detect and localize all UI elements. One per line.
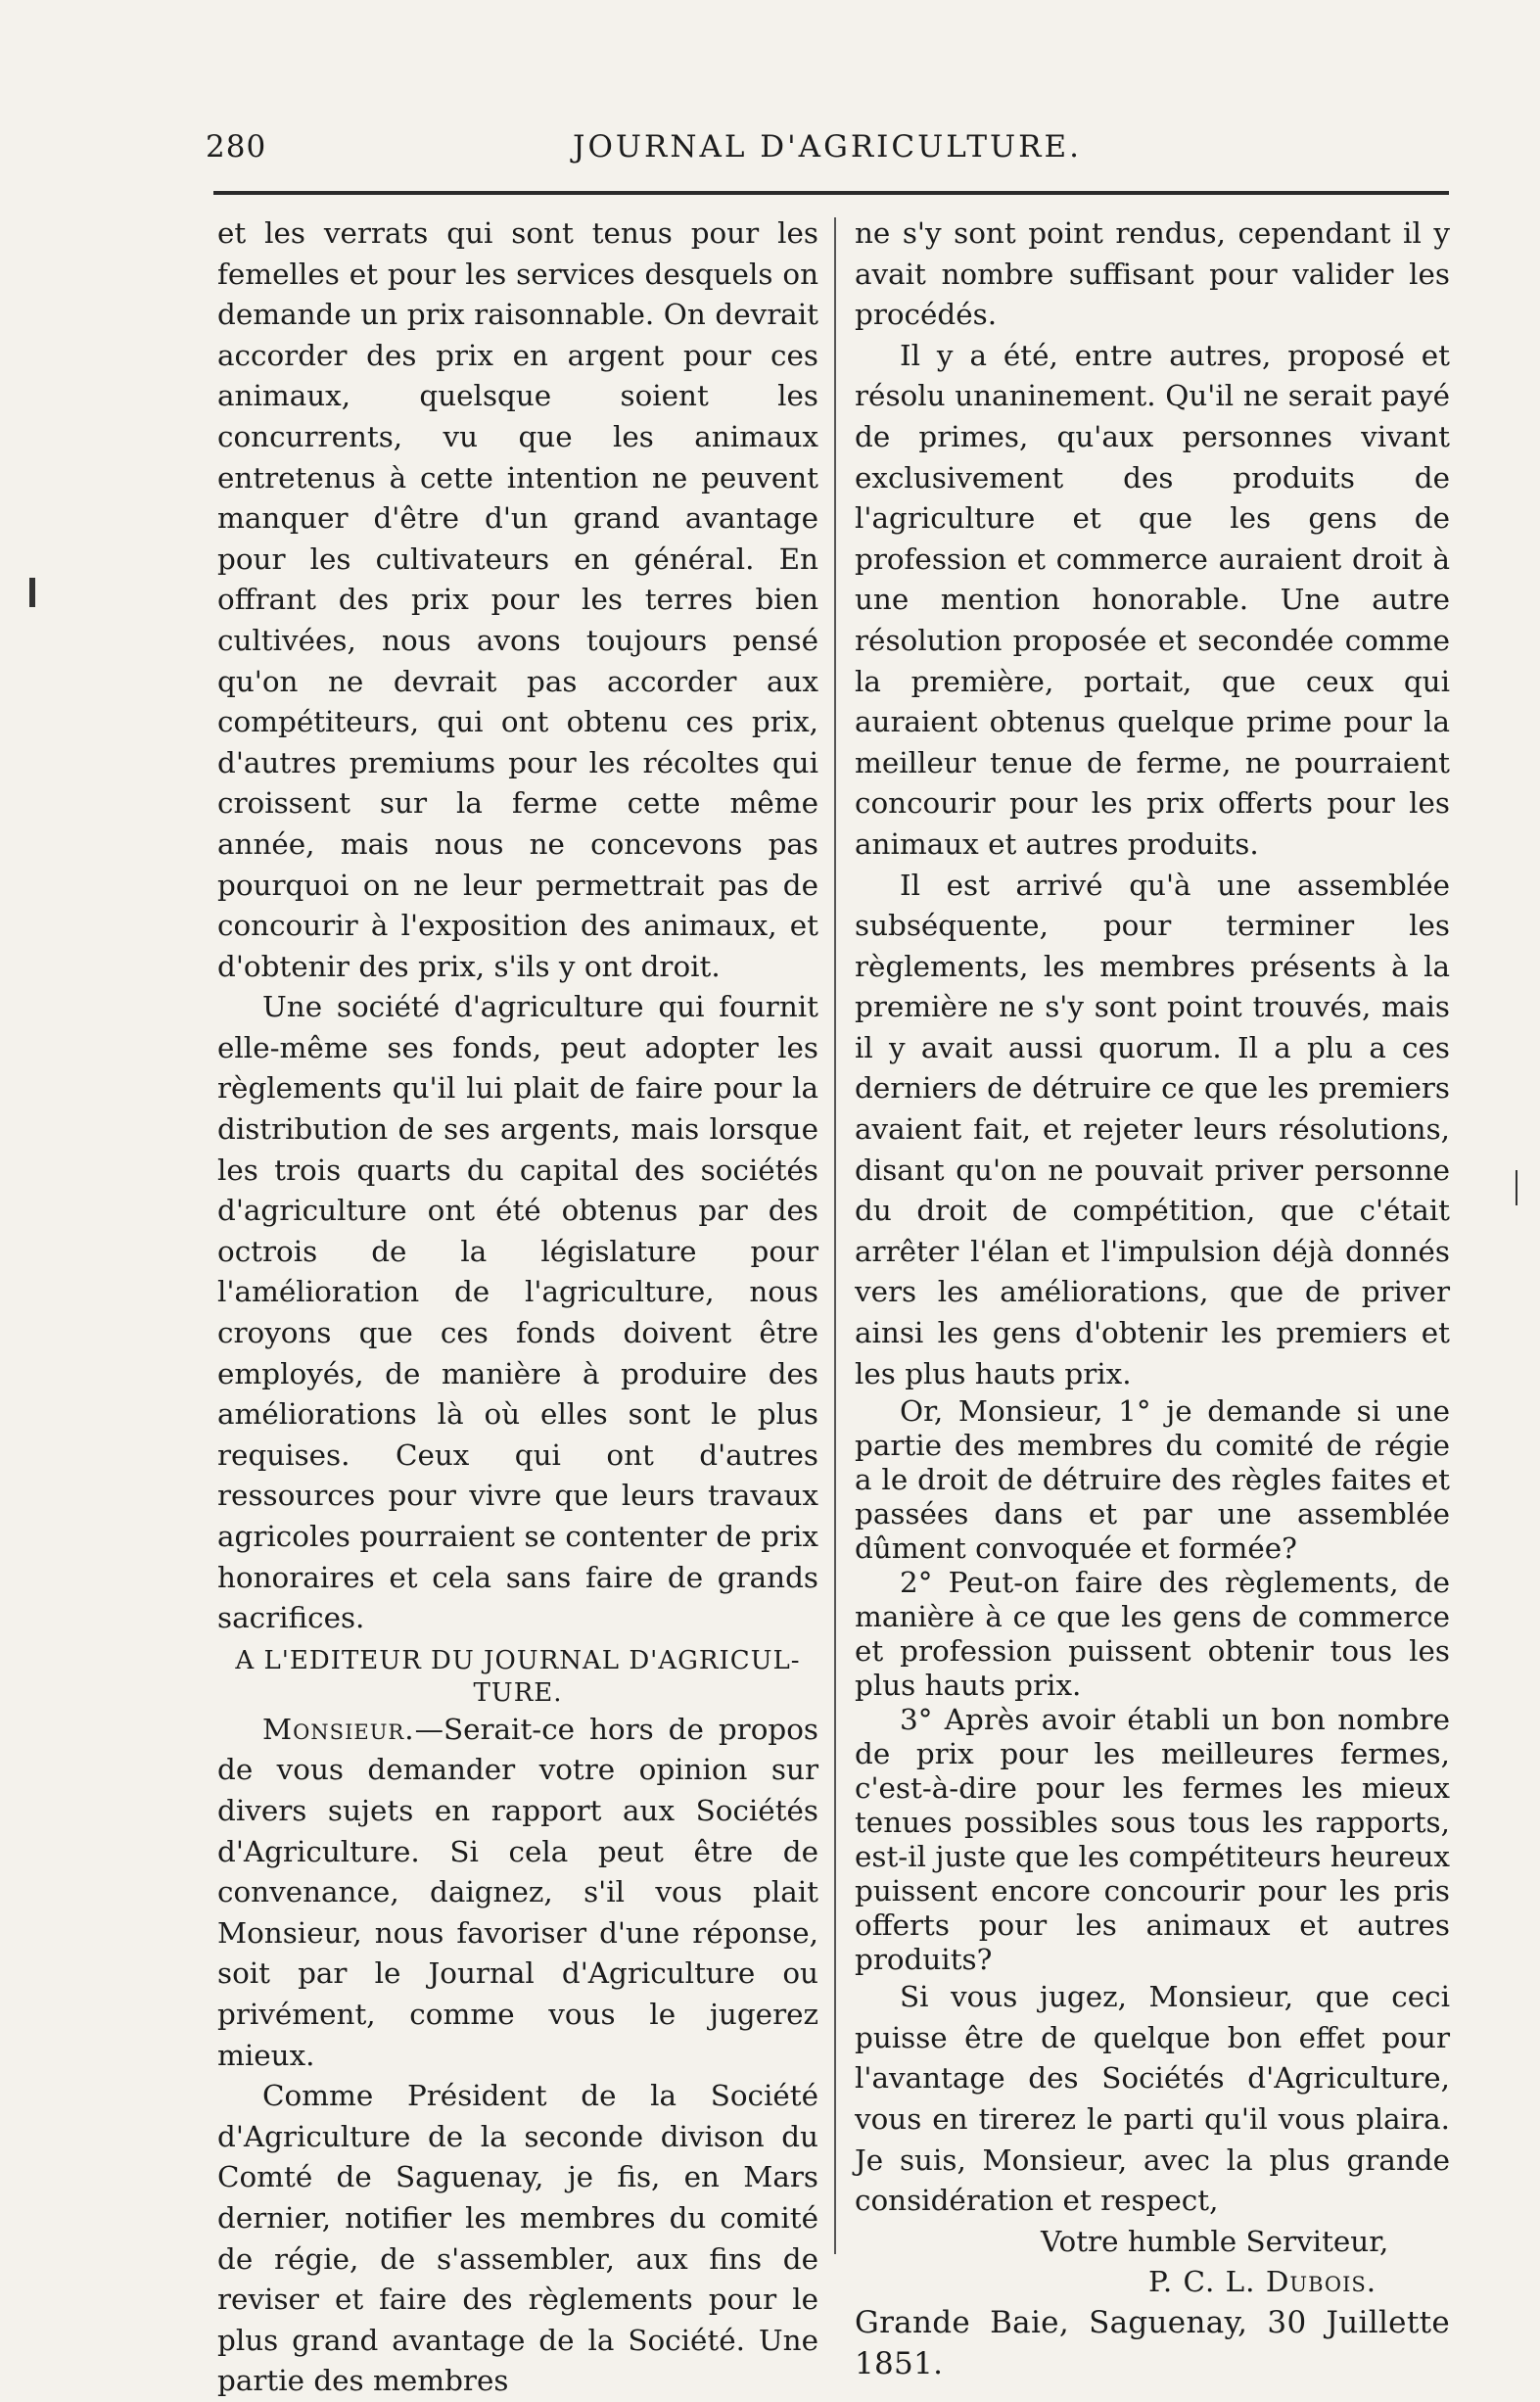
left-column <box>217 213 818 2402</box>
letter-heading-line-2: TURE. <box>473 1677 563 1708</box>
left-paragraph-2: Une société d'agriculture qui fournit elle-même ses fonds, peut adopter les règlements qu'il lui plait de faire pour la distribution de ses argents, mais lorsque les trois quarts du capital des sociétés d'agriculture ont été obtenus par des octrois de la législature pour l'amélioration de l'agriculture, nous croyons que ces fonds doivent être employés, de manière à produire des améliorations là où elles sont le plus requises. Ceux qui ont d'autres ressources pour vivre que leurs travaux agricoles pourraient se contenter de prix honoraires et cela sans faire de grands sacrifices. <box>217 990 818 1635</box>
left-paragraph-3 <box>217 1710 818 2076</box>
header-rule <box>213 191 1449 195</box>
left-paragraph-3-text: —Serait-ce hors de propos de vous demander votre opinion sur divers sujets en rapport aux Sociétés d'Agriculture. Si cela peut être de convenance, daignez, s'il vous plait Monsieur, nous favoriser d'une réponse, soit par le Journal d'Agriculture ou privément, comme vous le jugerez mieux. <box>217 1712 818 2072</box>
right-paragraph-5: 2° Peut-on faire des règlements, de manière à ce que les gens de commerce et profession puissent obtenir tous les plus hauts prix. <box>855 1566 1450 1703</box>
right-column <box>855 213 1450 2384</box>
left-paragraph-1: et les verrats qui sont tenus pour les femelles et pour les services desquels on demande un prix raisonnable. On devrait accorder des prix en argent pour ces animaux, quelsque soient les concurrents, vu que les animaux entretenus à cette intention ne peuvent manquer d'être d'un grand avantage pour les cultivateurs en général. En offrant des prix pour les terres bien cultivées, nous avons toujours pensé qu'on ne devrait pas accorder aux compétiteurs, qui ont obtenu ces prix, d'autres premiums pour les récoltes qui croissent sur la ferme cette même année, mais nous ne concevons pas pourquoi on ne leur permettrait pas de concourir à l'exposition des animaux, et d'obtenir des prix, s'ils y ont droit. <box>217 216 818 983</box>
right-paragraph-2: Il y a été, entre autres, proposé et résolu unaninement. Qu'il ne serait payé de primes, qu'aux personnes vivant exclusivement des produits de l'agriculture et que les gens de profession et commerce auraient droit à une mention honorable. Une autre résolution proposée et secondée comme la première, portait, que ceux qui auraient obtenus quelque prime pour la meilleur tenue de ferme, ne pourraient concourir pour les prix offerts pour les animaux et autres produits. <box>855 338 1450 861</box>
right-paragraph-1: ne s'y sont point rendus, cependant il y avait nombre suffisant pour valider les procédés. <box>855 216 1450 332</box>
page-header <box>206 129 1449 168</box>
margin-mark <box>29 578 35 607</box>
right-paragraph-3: Il est arrivé qu'à une assemblée subséquente, pour terminer les règlements, les membres présents à la première ne s'y sont point trouvés, mais il y avait aussi quorum. Il a plu a ces derniers de détruire ce que les premiers avaient fait, et rejeter leurs résolutions, disant qu'on ne pouvait priver personne du droit de compétition, que c'était arrêter l'élan et l'impulsion déjà donnés vers les améliorations, que de priver ainsi les gens d'obtenir les premiers et les plus hauts prix. <box>855 868 1450 1390</box>
dateline: Grande Baie, Saguenay, 30 Juillette 1851. <box>855 2304 1450 2381</box>
signoff-name: P. C. L. Dubois. <box>1148 2265 1377 2299</box>
letter-heading-line-1: A L'EDITEUR DU JOURNAL D'AGRICUL- <box>235 1645 801 1675</box>
margin-mark-right <box>1516 1170 1517 1205</box>
page-number: 280 <box>206 129 267 165</box>
signoff <box>855 2222 1450 2303</box>
left-paragraph-4: Comme Président de la Société d'Agriculture de la seconde divison du Comté de Saguenay, je fis, en Mars dernier, notifier les membres du comité de régie, de s'assembler, aux fins de reviser et faire des règlements pour le plus grand avantage de la Société. Une partie des membres <box>217 2079 818 2398</box>
signoff-closing: Votre humble Serviteur, <box>1041 2224 1389 2258</box>
right-paragraph-4: Or, Monsieur, 1° je demande si une partie des membres du comité de régie a le droit de détruire des règles faites et passées dans et par une assemblée dûment convoquée et formée? <box>855 1394 1450 1566</box>
letter-heading <box>217 1645 818 1710</box>
right-paragraph-6: 3° Après avoir établi un bon nombre de prix pour les meilleures fermes, c'est-à-dire pour les fermes les mieux tenues possibles sous tous les rapports, est-il juste que les compétiteurs heureux puissent encore concourir pour les pris offerts pour les animaux et autres produits? <box>855 1703 1450 1977</box>
running-title: JOURNAL D'AGRICULTURE. <box>573 129 1082 165</box>
salutation: Monsieur. <box>262 1712 415 1746</box>
right-paragraph-7: Si vous jugez, Monsieur, que ceci puisse être de quelque bon effet pour l'avantage des Sociétés d'Agriculture, vous en tirerez le parti qu'il vous plaira. Je suis, Monsieur, avec la plus grande considération et respect, <box>855 1980 1450 2218</box>
column-divider <box>834 217 836 2254</box>
